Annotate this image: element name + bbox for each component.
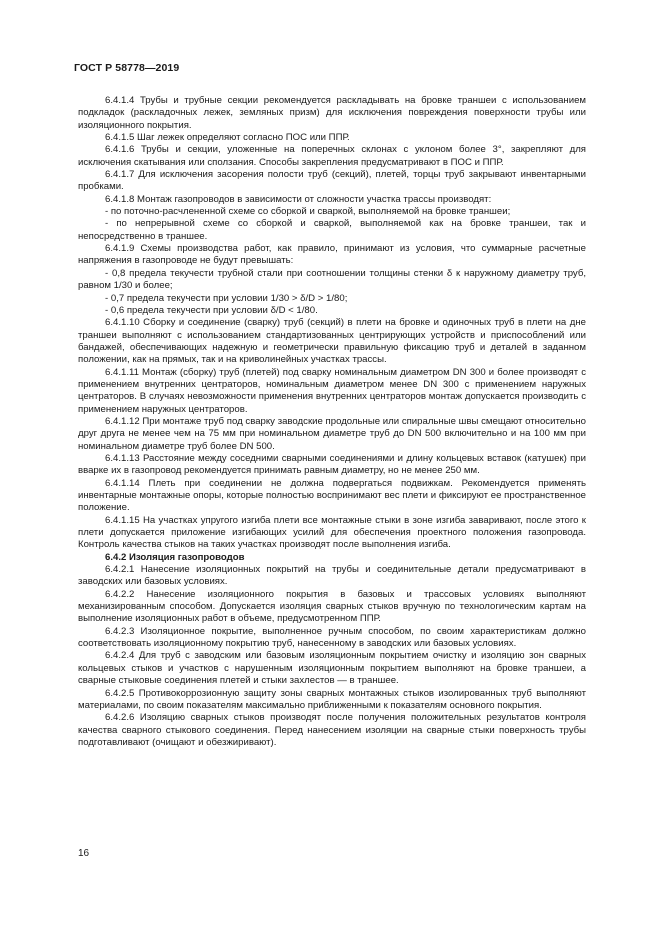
paragraph-6-4-1-8: 6.4.1.8 Монтаж газопроводов в зависимости от сложности участка трассы производят: (105, 193, 492, 205)
paragraph-6-4-2-4: 6.4.2.4 Для труб с заводским или базовым изоляционным покрытием очистку и изоляцию зон сварных кольцевых стыков и участков с нарушенным изоляционным покрытием выполняют на бровке траншеи, а сварные стыковые соединения плетей и стыки захлестов — в траншее. (78, 650, 586, 687)
page-number: 16 (78, 848, 90, 859)
paragraph-6-4-2-1: 6.4.2.1 Нанесение изоляционных покрытий на трубы и соединительные детали предусматривают в заводских или базовых условиях. (78, 564, 586, 588)
paragraph-6-4-1-4: 6.4.1.4 Трубы и трубные секции рекомендуется раскладывать на бровке траншеи с использованием подкладок (раскладочных лежек, земляных призм) для исключения повреждения поверхности трубы или изоляционного покрытия. (78, 95, 586, 131)
document-body (78, 95, 586, 749)
paragraph-6-4-1-11: 6.4.1.11 Монтаж (сборку) труб (плетей) под сварку номинальным диаметром DN 300 и более производят с применением внутренних центраторов, номинальным диаметром менее DN 300 с применением наружных центраторов. В случаях невозможности применения внутренних центраторов монтаж допускается производить с применением наружных центраторов. (78, 366, 586, 415)
document-code: ГОСТ Р 58778—2019 (74, 62, 180, 74)
paragraph-6-4-1-5: 6.4.1.5 Шаг лежек определяют согласно ПОС или ППР. (105, 132, 350, 144)
paragraph-6-4-1-7: 6.4.1.7 Для исключения засорения полости труб (секций), плетей, торцы труб закрывают инвентарными пробками. (78, 169, 586, 193)
list-item: - 0,7 предела текучести при условии 1/30 > δ/D > 1/80; (105, 292, 348, 304)
list-item: - 0,6 предела текучести при условии δ/D < 1/80. (105, 304, 318, 316)
paragraph-6-4-1-14: 6.4.1.14 Плеть при соединении не должна подвергаться подвижкам. Рекомендуется применять инвентарные монтажные опоры, которые полностью воспринимают вес плети и фиксируют ее пространственное положение. (78, 477, 586, 514)
paragraph-6-4-2-3: 6.4.2.3 Изоляционное покрытие, выполненное ручным способом, по своим характеристикам должно соответствовать изоляционному покрытию труб, нанесенному в заводских или базовых условиях. (78, 625, 586, 650)
list-item: - 0,8 предела текучести трубной стали при соотношении толщины стенки δ к наружному диаметру труб, равном 1/30 и более; (78, 267, 586, 292)
list-item: - по непрерывной схеме со сборкой и сваркой, выполняемой как на бровке траншеи, так и непосредственно в траншее. (78, 218, 586, 242)
paragraph-6-4-2-5: 6.4.2.5 Противокоррозионную защиту зоны сварных монтажных стыков изолированных труб выполняют материалами, по своим показателям максимально приближенными к показателям основного покрытия. (78, 687, 586, 711)
paragraph-6-4-1-12: 6.4.1.12 При монтаже труб под сварку заводские продольные или спиральные швы смещают относительно друг друга не менее чем на 75 мм при номинальном диаметре труб до DN 500 включительно и на 100 мм при номинальном диаметре труб более DN 500. (78, 415, 586, 452)
paragraph-6-4-1-10: 6.4.1.10 Сборку и соединение (сварку) труб (секций) в плети на бровке и одиночных труб в плети на дне траншеи выполняют с использованием стандартизованных центрирующих устройств и приспособлений или бандажей, обеспечивающих надежную и геометрически правильную фиксацию труб и деталей в заданном положении, как на прямых, так и на криволинейных участках трассы. (78, 317, 586, 366)
paragraph-6-4-1-6: 6.4.1.6 Трубы и секции, уложенные на поперечных склонах с уклоном более 3°, закрепляют для исключения скатывания или сползания. Способы закрепления предусматривают в ПОС и ППР. (78, 144, 586, 168)
paragraph-6-4-2-6: 6.4.2.6 Изоляцию сварных стыков производят после получения положительных результатов контроля качества сварного стыкового соединения. Перед нанесением изоляции на сварные стыки поверхность трубы подготавливают (очищают и обезжиривают). (78, 712, 586, 748)
paragraph-6-4-1-9: 6.4.1.9 Схемы производства работ, как правило, принимают из условия, что суммарные расчетные напряжения в газопроводе не будут превышать: (78, 243, 586, 267)
paragraph-6-4-1-13: 6.4.1.13 Расстояние между соседними сварными соединениями и длину кольцевых вставок (катушек) при вварке их в газопровод рекомендуется принимать равным диаметру, но не менее 250 мм. (78, 452, 586, 477)
paragraph-6-4-2-2: 6.4.2.2 Нанесение изоляционного покрытия в базовых и трассовых условиях выполняют механизированным способом. Допускается изоляция сварных стыков вручную по технологическим картам на выполнение изоляционных работ в объеме, предусмотренном ППР. (78, 588, 586, 625)
list-item: - по поточно-расчлененной схеме со сборкой и сваркой, выполняемой на бровке траншеи; (105, 206, 511, 218)
section-heading: 6.4.2 Изоляция газопроводов (105, 551, 245, 563)
paragraph-6-4-1-15: 6.4.1.15 На участках упругого изгиба плети все монтажные стыки в зоне изгиба заваривают, после этого к плети допускается приложение изгибающих усилий для обеспечения проектного положения газопровода. Контроль качества стыков на таких участках производят после выполнения изгиба. (78, 514, 586, 551)
